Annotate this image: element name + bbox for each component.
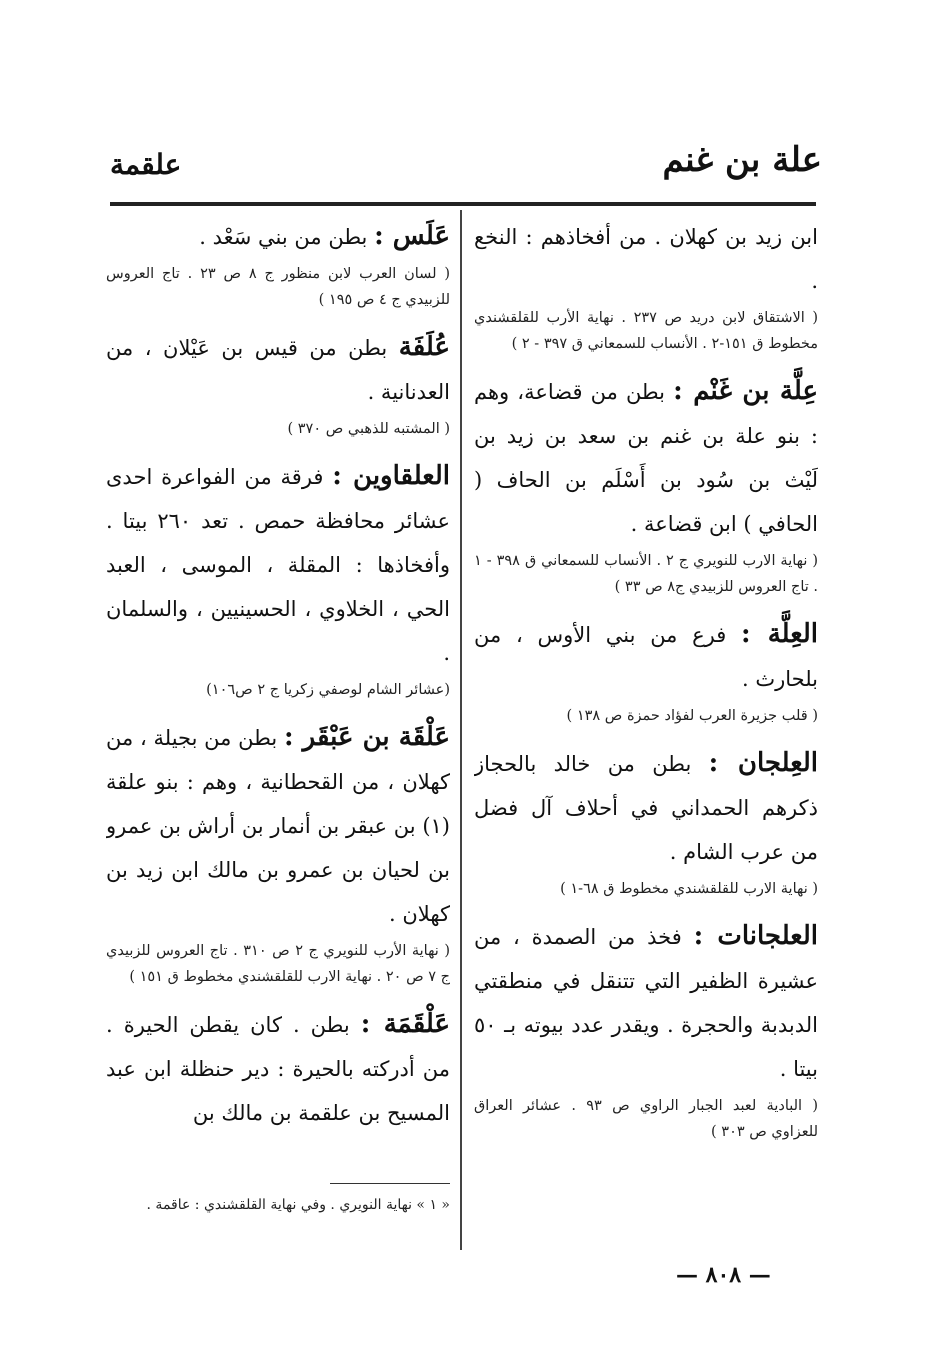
entry-heading: العلجانات : (693, 921, 818, 951)
entry-text (106, 715, 450, 936)
entry-heading: عِلَّة بن غَنْم : (673, 376, 818, 406)
entry-reference: ( لسان العرب لابن منظور ج ٨ ص ٢٣ . تاج العروس للزبيدي ج ٤ ص ١٩٥ ) (106, 266, 450, 308)
footnote: « ١ » نهاية النويري . وفي نهاية القلقشندي : عاقمة . (146, 1197, 450, 1213)
entry-reference: ( نهاية الارب للنويري ج ٢ . الأنساب للسمعاني ق ٣٩٨ - ١ . تاج العروس للزبيدي ج٨ ص ٣٣ ) (474, 553, 818, 595)
footnote-rule (330, 1183, 450, 1184)
entry (106, 1002, 450, 1135)
entry-body: فخذ من الصمدة ، من عشيرة الظفير التي تتنقل في منطقتي الدبدبة والحجرة . ويقدر عدد بيوته بـ ٥٠ بيتا . (474, 925, 818, 1081)
entry-body: بطن من قيس بن عَيْلان ، من العدنانية . (106, 336, 450, 404)
entry-reference: ( الاشتقاق لابن دريد ص ٢٣٧ . نهاية الأرب للقلقشندي مخطوط ق ١٥١-٢ . الأنساب للسمعاني ق ٣٩٧ - ٢ ) (474, 310, 818, 352)
right-column (474, 214, 818, 1264)
running-header-right: علة بن غنم (662, 140, 822, 180)
entry-reference: ( المشتبه للذهبي ص ٣٧٠ ) (287, 421, 450, 437)
running-header-left: علقمة (110, 148, 182, 181)
entry-text (106, 454, 450, 675)
entry-text (474, 369, 818, 546)
entry-heading: عَلَس : (374, 221, 450, 251)
entry-body: فرقة من الفواعرة احدى عشائر محافظة حمص . تعد ٢٦٠ بيتا . وأفخاذها : المقلة ، الموسى ، العبد الحي ، الخلاوي ، الحسينيين ، والسلمان . (106, 465, 450, 665)
entry-heading: العِلَّة : (741, 619, 818, 649)
entry-body: ابن زيد بن كهلان . من أفخاذهم : النخع . (474, 225, 818, 293)
entry-reference: ( نهاية الأرب للنويري ج ٢ ص ٣١٠ . تاج العروس للزبيدي ج ٧ ص ٢٠ . نهاية الارب للقلقشندي مخطوط ق ١٥١ ) (106, 943, 450, 985)
entry (106, 325, 450, 442)
entry-heading: عُلَفَة (398, 332, 450, 362)
entry-body: بطن من قضاعة، وهم : بنو علة بن غنم بن سعد بن زيد بن لَيْث بن سُود بن أَسْلَم بن الحاف ( الحافي ) ابن قضاعة . (474, 380, 818, 536)
entry-reference: ( نهاية الارب للقلقشندي مخطوط ق ٦٨-١ ) (560, 881, 818, 897)
entry-heading: عَلْقَة بن عَبْقَر : (283, 722, 450, 752)
entry (474, 741, 818, 902)
entry-text (106, 214, 450, 259)
entry (106, 715, 450, 990)
entry (474, 914, 818, 1145)
entry-text (474, 741, 818, 874)
entry (474, 612, 818, 729)
entry-text (474, 214, 818, 303)
entry-reference: ( البادية لعبد الجبار الراوي ص ٩٣ . عشائر العراق للعزاوي ص ٣٠٣ ) (474, 1098, 818, 1140)
entry (106, 214, 450, 313)
left-column (106, 214, 450, 1264)
entry-text (474, 612, 818, 701)
entry-text (106, 325, 450, 414)
header-rule (110, 202, 816, 206)
entry (474, 369, 818, 600)
entry (106, 454, 450, 703)
column-separator (460, 210, 462, 1250)
entry-body: فرع من بني الأوس ، من بلحارث . (474, 623, 818, 691)
entry-heading: العِلجان : (708, 748, 818, 778)
entry-body: بطن من بجيلة ، من كهلان ، من القحطانية ، وهم : بنو علقة (١) بن عبقر بن أنمار بن أراش بن عمرو بن لحيان بن عمرو بن مالك ابن زيد بن كهلان . (106, 726, 450, 926)
entry-text (474, 914, 818, 1091)
entry-reference: (عشائر الشام لوصفي زكريا ج ٢ ص١٠٦) (206, 682, 450, 698)
entry (474, 214, 818, 357)
entry-body: بطن . كان يقطن الحيرة . من أدركته بالحيرة : دير حنظلة ابن عبد المسيح بن علقمة بن مالك بن (106, 1013, 450, 1125)
entry-heading: العلقاوين : (332, 461, 450, 491)
entry-heading: عَلْقَمَة : (360, 1009, 450, 1039)
entry-body: بطن من خالد بالحجاز ذكرهم الحمداني في أحلاف آل فضل من عرب الشام . (474, 752, 818, 864)
entry-text (106, 1002, 450, 1135)
entry-reference: ( قلب جزيرة العرب لفؤاد حمزة ص ١٣٨ ) (566, 708, 818, 724)
page-number: — ٨٠٨ — (676, 1262, 771, 1288)
entry-body: بطن من بني سَعْد . (199, 225, 368, 249)
